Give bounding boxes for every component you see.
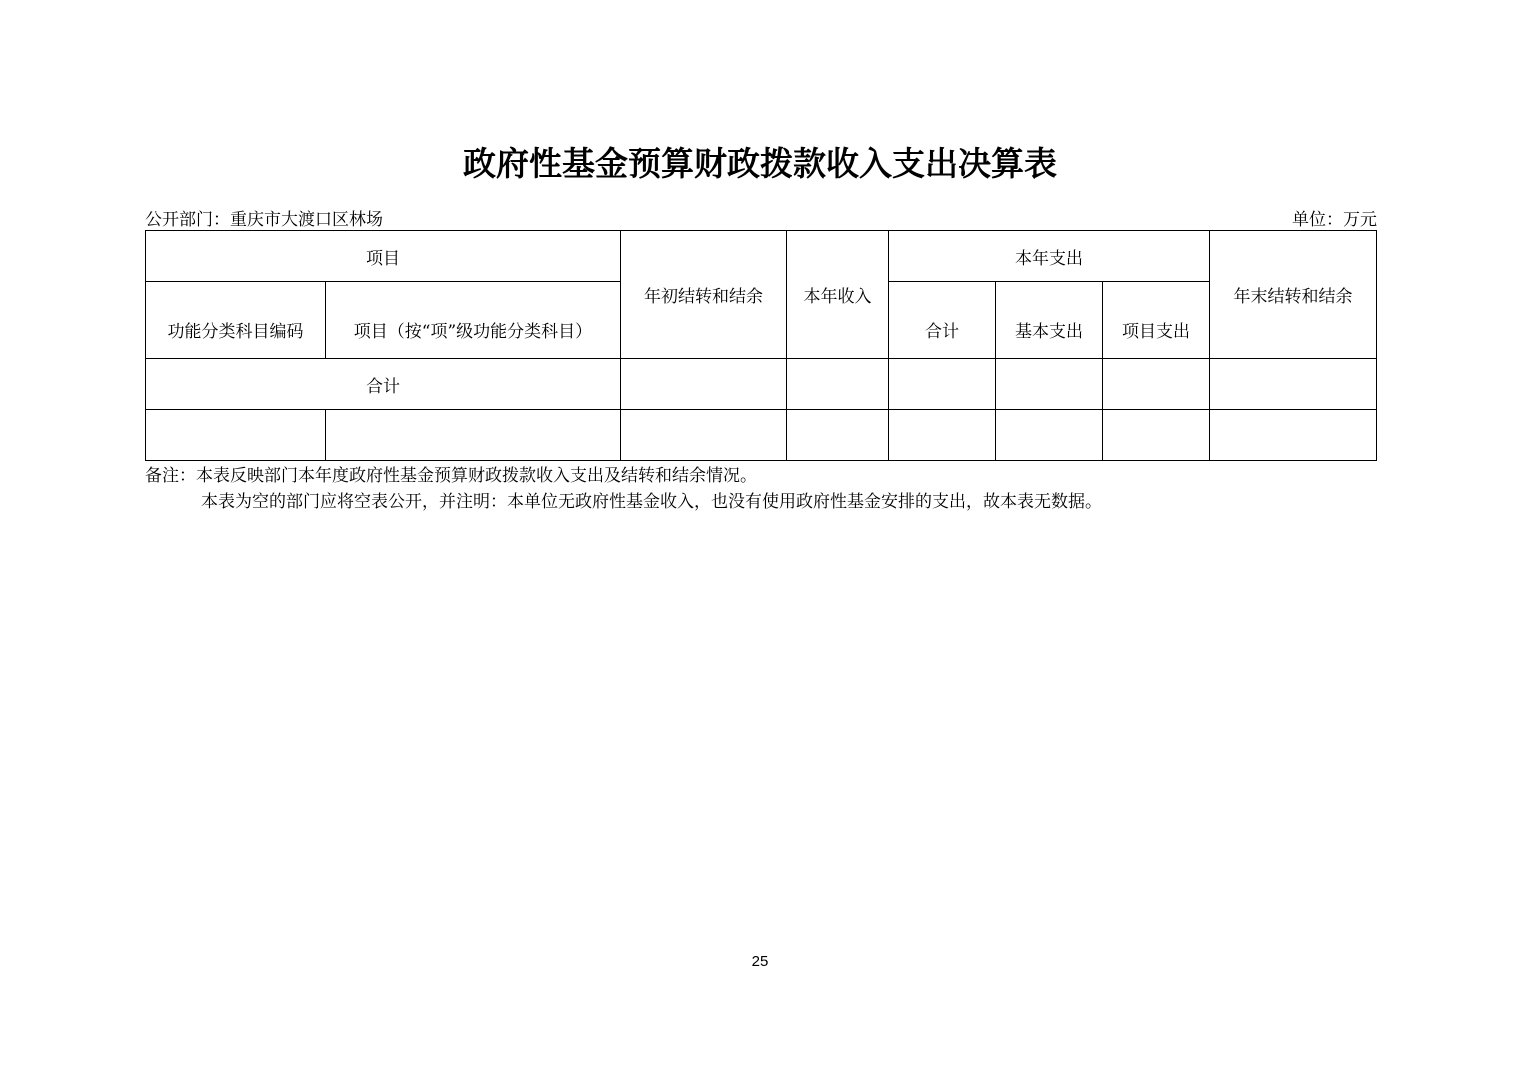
budget-table [145, 230, 1377, 461]
page-number: 25 [751, 953, 769, 970]
table-total-row [146, 359, 1377, 410]
header-func-code: 功能分类科目编码 [146, 282, 326, 359]
department-label: 公开部门：重庆市大渡口区林场 [145, 210, 383, 230]
total-basic-expense [996, 359, 1103, 410]
header-current-expense: 本年支出 [889, 231, 1210, 282]
table-header-row-1 [146, 231, 1377, 282]
header-basic-expense: 基本支出 [996, 282, 1103, 359]
row-func-code [146, 410, 326, 461]
header-project-expense: 项目支出 [1103, 282, 1210, 359]
header-project: 项目 [146, 231, 621, 282]
total-opening-balance [621, 359, 787, 410]
row-current-income [787, 410, 889, 461]
notes-section [145, 463, 1102, 515]
unit-label: 单位：万元 [1292, 210, 1377, 230]
total-current-income [787, 359, 889, 410]
row-project-expense [1103, 410, 1210, 461]
row-expense-total [889, 410, 996, 461]
row-project-item [326, 410, 621, 461]
note-line-1: 备注：本表反映部门本年度政府性基金预算财政拨款收入支出及结转和结余情况。 [145, 466, 757, 486]
header-project-item: 项目（按“项”级功能分类科目） [326, 282, 621, 359]
table-row [146, 410, 1377, 461]
total-label: 合计 [146, 359, 621, 410]
header-closing-balance: 年末结转和结余 [1210, 231, 1377, 359]
row-closing-balance [1210, 410, 1377, 461]
note-line-2: 本表为空的部门应将空表公开，并注明：本单位无政府性基金收入，也没有使用政府性基金安排的支出，故本表无数据。 [201, 492, 1102, 512]
row-basic-expense [996, 410, 1103, 461]
total-project-expense [1103, 359, 1210, 410]
total-closing-balance [1210, 359, 1377, 410]
page-title: 政府性基金预算财政拨款收入支出决算表 [463, 144, 1057, 183]
header-opening-balance: 年初结转和结余 [621, 231, 787, 359]
total-expense-total [889, 359, 996, 410]
header-expense-total: 合计 [889, 282, 996, 359]
header-current-income: 本年收入 [787, 231, 889, 359]
row-opening-balance [621, 410, 787, 461]
